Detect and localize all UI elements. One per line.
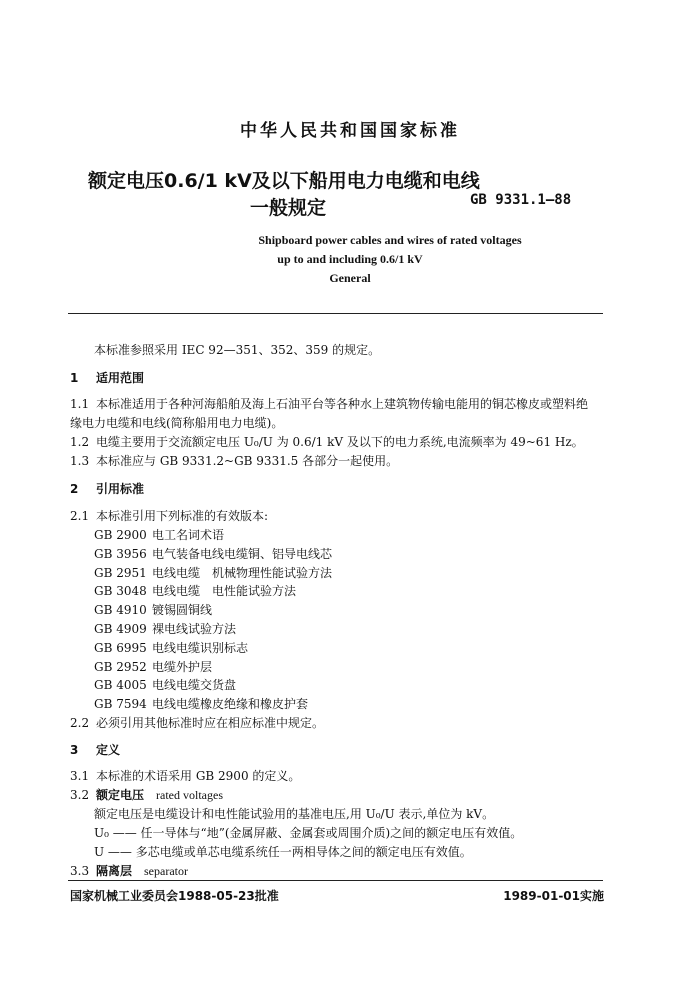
clause-number: 2.2 — [70, 716, 90, 730]
national-standard-heading: 中华人民共和国国家标准 — [240, 121, 460, 141]
term-english: separator — [144, 864, 188, 878]
clause-1-1 — [70, 396, 588, 412]
clause-number: 3.1 — [70, 769, 90, 783]
reference-list — [94, 527, 332, 715]
clause-3-2-u: U —— 多芯电缆或单芯电缆系统任一两相导体之间的额定电压有效值。 — [94, 845, 472, 859]
section-2-heading — [70, 481, 144, 497]
term-english: rated voltages — [156, 788, 223, 802]
reference-item: GB 4909 裸电线试验方法 — [94, 621, 237, 636]
clause-number: 2.1 — [70, 509, 90, 523]
clause-number: 1.1 — [70, 397, 90, 411]
effective-date: 1989-01-01实施 — [503, 889, 604, 903]
reference-item: GB 2952 电缆外护层 — [94, 659, 213, 674]
clause-number: 1.2 — [70, 435, 90, 449]
clause-3-2-definition: 额定电压是电缆设计和电性能试验用的基准电压,用 U₀/U 表示,单位为 kV。 — [94, 807, 495, 821]
clause-number: 1.3 — [70, 454, 90, 468]
clause-number: 3.2 — [70, 788, 90, 802]
reference-item: GB 4910 镀锡圆铜线 — [94, 603, 213, 618]
clause-3-3 — [70, 863, 188, 879]
approval-note: 国家机械工业委员会1988-05-23批准 — [70, 889, 279, 903]
clause-number: 3.3 — [70, 864, 90, 878]
title-line-2: 一般规定 — [250, 197, 327, 219]
clause-2-2 — [70, 715, 324, 731]
clause-1-3 — [70, 453, 398, 469]
reference-item: GB 4005 电线电缆交货盘 — [94, 678, 237, 693]
reference-item: GB 6995 电线电缆识别标志 — [94, 640, 249, 655]
intro-text: 本标准参照采用 IEC 92—351、352、359 的规定。 — [94, 343, 381, 357]
clause-text: 电缆主要用于交流额定电压 U₀/U 为 0.6/1 kV 及以下的电力系统,电流频率为 49~61 Hz。 — [96, 435, 584, 449]
reference-item: GB 2900 电工名词术语 — [94, 528, 225, 542]
clause-text: 本标准引用下列标准的有效版本: — [96, 509, 269, 523]
english-title-line-1: Shipboard power cables and wires of rated voltages — [258, 233, 522, 247]
clause-text: 必须引用其他标准时应在相应标准中规定。 — [96, 716, 325, 730]
english-title-line-2: up to and including 0.6/1 kV — [277, 252, 423, 266]
clause-3-2 — [70, 787, 223, 803]
section-1-title: 适用范围 — [96, 371, 145, 385]
section-2-number: 2 — [70, 482, 79, 496]
clause-text: 本标准适用于各种河海船舶及海上石油平台等各种水上建筑物传输电能用的铜芯橡皮或塑料绝 — [96, 397, 589, 411]
reference-item: GB 7594 电线电缆橡皮绝缘和橡皮护套 — [94, 697, 309, 712]
clause-3-2-u0: U₀ —— 任一导体与“地”(金属屏蔽、金属套或周围介质)之间的额定电压有效值。 — [94, 826, 523, 840]
english-title-line-3: General — [329, 271, 371, 285]
footer-divider — [68, 880, 603, 881]
term-title: 额定电压 — [96, 788, 145, 802]
section-2-title: 引用标准 — [96, 482, 145, 496]
clause-text: 本标准应与 GB 9331.2~GB 9331.5 各部分一起使用。 — [96, 454, 399, 468]
section-3-title: 定义 — [96, 743, 121, 757]
section-1-number: 1 — [70, 371, 79, 385]
clause-1-2 — [70, 434, 584, 450]
section-1-heading — [70, 370, 144, 386]
reference-item: GB 3956 电气装备电线电缆铜、铝导电线芯 — [94, 546, 333, 561]
section-3-heading — [70, 742, 120, 758]
header-divider — [68, 313, 603, 314]
section-3-number: 3 — [70, 743, 79, 757]
clause-2-1 — [70, 508, 268, 524]
clause-3-1 — [70, 768, 300, 784]
reference-item: GB 2951 电线电缆 机械物理性能试验方法 — [94, 565, 333, 580]
term-title: 隔离层 — [96, 864, 133, 878]
clause-1-1-continued: 缘电力电缆和电线(简称船用电力电缆)。 — [70, 416, 284, 430]
title-line-1: 额定电压0.6/1 kV及以下船用电力电缆和电线 — [88, 170, 480, 192]
clause-text: 本标准的术语采用 GB 2900 的定义。 — [96, 769, 301, 783]
reference-item: GB 3048 电线电缆 电性能试验方法 — [94, 584, 297, 599]
standard-code: GB 9331.1—88 — [470, 192, 572, 208]
